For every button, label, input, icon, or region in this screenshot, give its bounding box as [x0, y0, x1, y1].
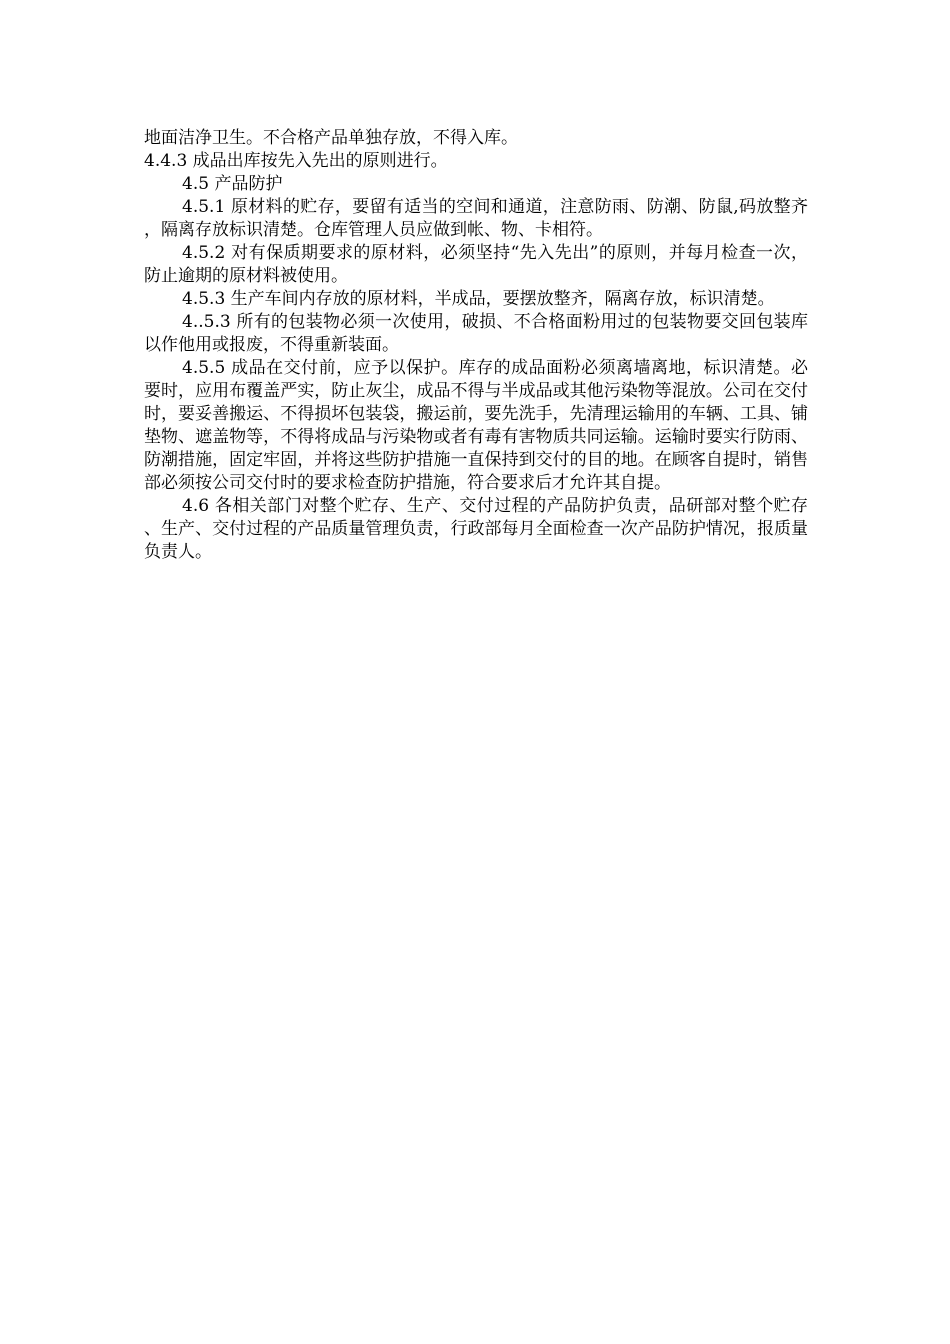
- paragraph-4-4-3: 4.4.3 成品出库按先入先出的原则进行。: [144, 151, 448, 171]
- document-body: [144, 127, 808, 564]
- paragraph-4-5-4: 4..5.3 所有的包装物必须一次使用，破损、不合格面粉用过的包装物要交回包装库以作他用或报废，不得重新装面。: [144, 312, 808, 355]
- paragraph-4-6: 4.6 各相关部门对整个贮存、生产、交付过程的产品防护负责，品研部对整个贮存、生产、交付过程的产品质量管理负责，行政部每月全面检查一次产品防护情况，报质量负责人。: [144, 496, 808, 562]
- paragraph-4-5-5: 4.5.5 成品在交付前，应予以保护。库存的成品面粉必须离墙离地，标识清楚。必要时，应用布覆盖严实，防止灰尘，成品不得与半成品或其他污染物等混放。公司在交付时，要妥善搬运、不得损坏包装袋，搬运前，要先洗手，先清理运输用的车辆、工具、铺垫物、遮盖物等，不得将成品与污染物或者有毒有害物质共同运输。运输时要实行防雨、防潮措施，固定牢固，并将这些防护措施一直保持到交付的目的地。在顾客自提时，销售部必须按公司交付时的要求检查防护措施，符合要求后才允许其自提。: [144, 358, 808, 493]
- paragraph-storage-hygiene: 地面洁净卫生。不合格产品单独存放，不得入库。: [144, 128, 518, 148]
- paragraph-4-5-2: 4.5.2 对有保质期要求的原材料，必须坚持“先入先出”的原则，并每月检查一次，防止逾期的原材料被使用。: [144, 243, 808, 286]
- paragraph-4-5-1: 4.5.1 原材料的贮存，要留有适当的空间和通道，注意防雨、防潮、防鼠,码放整齐，隔离存放标识清楚。仓库管理人员应做到帐、物、卡相符。: [144, 197, 808, 240]
- section-heading-4-5: 4.5 产品防护: [182, 174, 283, 194]
- paragraph-4-5-3: 4.5.3 生产车间内存放的原材料，半成品，要摆放整齐，隔离存放，标识清楚。: [182, 289, 775, 309]
